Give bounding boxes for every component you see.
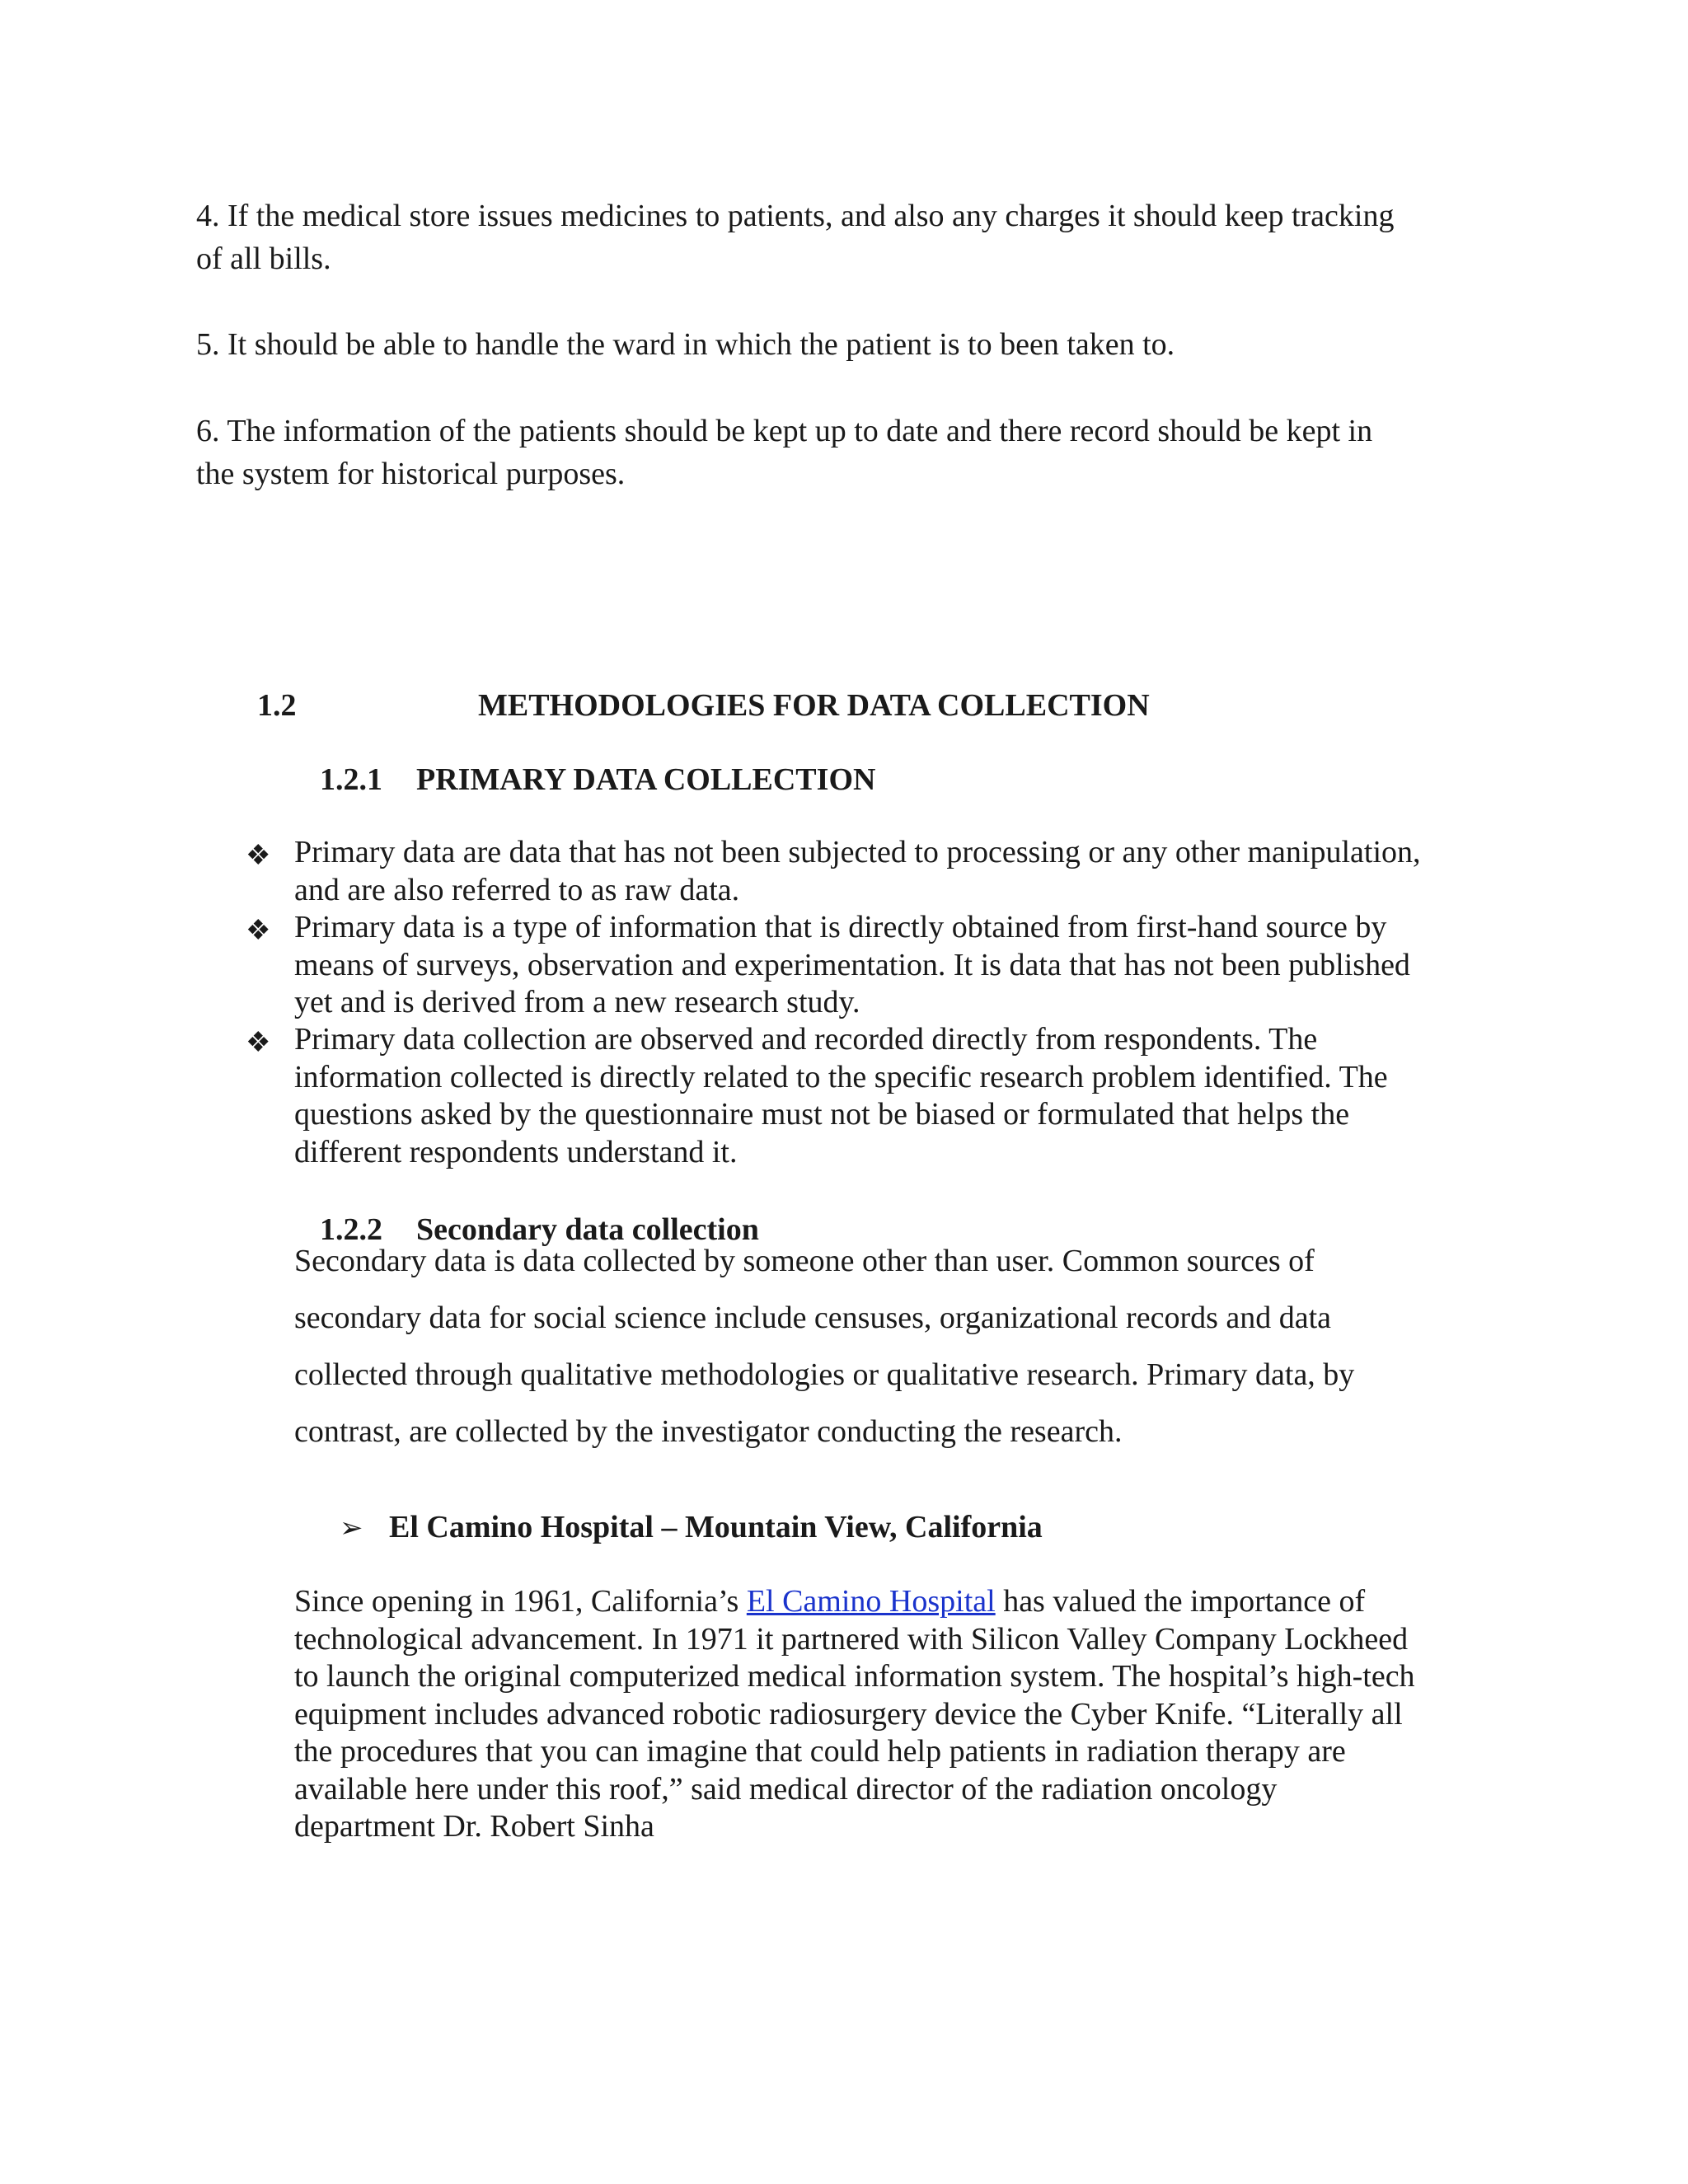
hospital-line-5: the procedures that you can imagine that could help patients in radiation therapy are [294, 1734, 1346, 1769]
section-1-2-1-title: PRIMARY DATA COLLECTION [416, 762, 876, 797]
hospital-line-1 [294, 1583, 1415, 1621]
section-1-2-2-title: Secondary data collection [416, 1212, 759, 1247]
section-1-2-title: METHODOLOGIES FOR DATA COLLECTION [478, 688, 1150, 723]
requirement-4 [196, 194, 1394, 280]
secondary-line-3: collected through qualitative methodologies or qualitative research. Primary data, by [294, 1357, 1355, 1392]
primary-bullet-1 [294, 834, 1421, 909]
arrow-bullet-icon: ➢ [340, 1513, 363, 1544]
hospital-line-1-before: Since opening in 1961, California’s [294, 1584, 747, 1619]
secondary-line-2: secondary data for social science include censuses, organizational records and data [294, 1301, 1332, 1335]
bullet-diamond-icon: ❖ [246, 1028, 271, 1058]
hospital-paragraph [294, 1583, 1415, 1846]
requirement-5 [196, 323, 1175, 366]
secondary-line-1: Secondary data is data collected by someone other than user. Common sources of [294, 1244, 1315, 1278]
el-camino-hospital-link[interactable]: El Camino Hospital [746, 1584, 996, 1619]
section-1-2-2-number: 1.2.2 [320, 1212, 382, 1247]
primary-bullet-3-line-3: questions asked by the questionnaire must not be biased or formulated that helps the [294, 1097, 1350, 1132]
hospital-line-1-after: has valued the importance of [995, 1584, 1366, 1619]
requirement-6 [196, 410, 1372, 495]
hospital-line-2: technological advancement. In 1971 it partnered with Silicon Valley Company Lockheed [294, 1621, 1409, 1657]
bullet-diamond-icon: ❖ [246, 916, 271, 946]
hospital-line-4: equipment includes advanced robotic radiosurgery device the Cyber Knife. “Literally all [294, 1696, 1403, 1732]
bullet-diamond-icon: ❖ [246, 841, 271, 871]
requirement-5-line-1: 5. It should be able to handle the ward in which the patient is to been taken to. [196, 327, 1175, 362]
primary-bullet-3 [294, 1021, 1388, 1171]
primary-bullet-3-line-1: Primary data collection are observed and recorded directly from respondents. The [294, 1022, 1318, 1057]
primary-bullet-1-line-2: and are also referred to as raw data. [294, 872, 740, 907]
primary-bullet-3-line-2: information collected is directly related to the specific research problem identified. The [294, 1059, 1388, 1094]
hospital-line-3: to launch the original computerized medical information system. The hospital’s high-tech [294, 1659, 1415, 1694]
requirement-4-line-1: 4. If the medical store issues medicines to patients, and also any charges it should keep tracking [196, 199, 1395, 233]
primary-bullet-1-line-1: Primary data are data that has not been subjected to processing or any other manipulation, [294, 835, 1421, 869]
hospital-line-7: department Dr. Robert Sinha [294, 1809, 654, 1844]
requirement-4-line-2: of all bills. [196, 241, 331, 276]
section-1-2-1-number: 1.2.1 [320, 762, 382, 797]
section-1-2-number: 1.2 [257, 688, 297, 723]
requirement-6-line-1: 6. The information of the patients should be kept up to date and there record should be kept in [196, 414, 1373, 448]
secondary-line-4: contrast, are collected by the investigator conducting the research. [294, 1414, 1123, 1449]
primary-bullet-2-line-2: means of surveys, observation and experimentation. It is data that has not been published [294, 947, 1410, 982]
requirement-6-line-2: the system for historical purposes. [196, 457, 626, 491]
primary-bullet-2 [294, 909, 1410, 1022]
primary-bullet-3-line-4: different respondents understand it. [294, 1134, 738, 1169]
primary-bullet-2-line-1: Primary data is a type of information that is directly obtained from first-hand source by [294, 910, 1387, 944]
primary-bullet-2-line-3: yet and is derived from a new research study. [294, 985, 860, 1019]
hospital-line-6: available here under this roof,” said medical director of the radiation oncology [294, 1771, 1278, 1807]
secondary-paragraph [294, 1233, 1354, 1460]
hospital-heading: El Camino Hospital – Mountain View, California [389, 1510, 1043, 1544]
